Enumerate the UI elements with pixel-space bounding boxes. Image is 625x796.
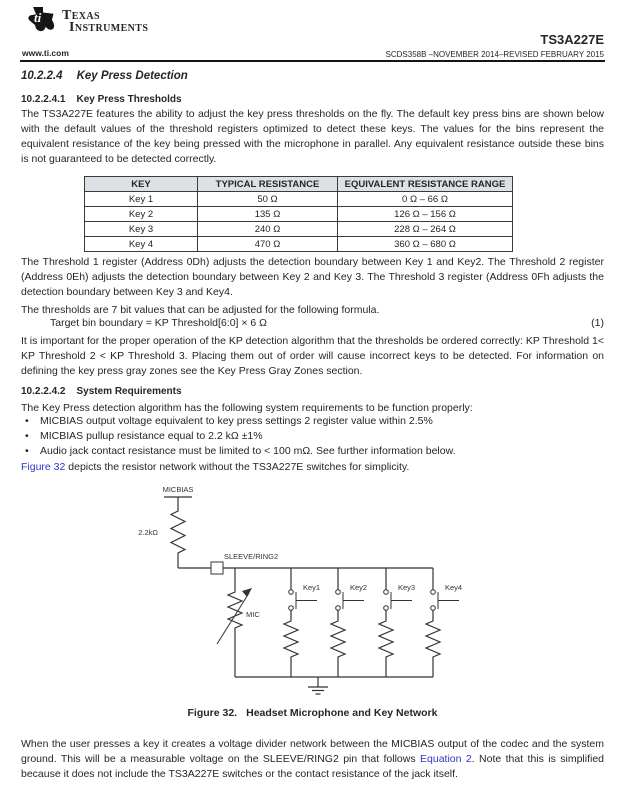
table-header-cell: KEY <box>85 177 198 192</box>
switch-contact <box>289 606 294 611</box>
paragraph-closing <box>21 737 604 782</box>
table-cell: 135 Ω <box>198 207 338 222</box>
ti-monogram: ti <box>34 10 42 25</box>
table-cell: 360 Ω – 680 Ω <box>338 237 513 252</box>
paragraph-thresholds-intro: The TS3A227E features the ability to adjust the key press thresholds on the fly. The default key press bins are shown below with the default values of the threshold registers optimized to detect these keys. The values for the bins represent the equivalent resistance of the key being pressed with the microphone in parallel. Any equivalent resistance outside these bins is not guaranteed to be detected correctly. <box>21 108 604 165</box>
subsection-heading-system-requirements <box>21 386 182 397</box>
ti-wordmark <box>62 10 148 34</box>
key1-label: Key1 <box>303 583 321 592</box>
figure-reference-text: depicts the resistor network without the TS3A227E switches for simplicity. <box>65 461 410 473</box>
closing-text-pre: When the user presses a key it creates a voltage divider network between the MICBIAS output of the codec and the system ground. This will be a measurable voltage on the SLEEVE/RING2 pin that follows <box>21 738 604 765</box>
brand-line2: Instruments <box>69 20 149 35</box>
table-row <box>85 222 513 237</box>
key3-label: Key3 <box>398 583 416 592</box>
key2-resistor <box>331 610 345 677</box>
paragraph-figure-reference <box>21 460 604 475</box>
mic-arrowhead-icon <box>242 588 252 597</box>
figure-caption-title: Headset Microphone and Key Network <box>246 707 438 719</box>
equation-number: (1) <box>591 317 604 329</box>
switch-contact <box>431 590 436 595</box>
pullup-resistor <box>171 497 185 568</box>
list-item <box>25 414 604 429</box>
key1-resistor <box>284 610 298 677</box>
header-rule <box>20 60 605 62</box>
table-row <box>85 207 513 222</box>
ti-website-link[interactable]: www.ti.com <box>22 48 69 58</box>
table-header-cell: TYPICAL RESISTANCE <box>198 177 338 192</box>
switch-contact <box>289 590 294 595</box>
closing-text-post: . Note that this is simplified because it does not include the TS3A227E switches or the contact resistance of the jack itself. <box>21 753 605 780</box>
table-cell: Key 4 <box>85 237 198 252</box>
list-item-text: Audio jack contact resistance must be limited to < 100 mΩ. See further information below. <box>40 445 456 457</box>
table-cell: 228 Ω – 264 Ω <box>338 222 513 237</box>
sleeve-ring2-label: SLEEVE/RING2 <box>224 552 279 561</box>
list-item <box>25 429 604 444</box>
table-cell: 0 Ω – 66 Ω <box>338 192 513 207</box>
key2-label: Key2 <box>350 583 368 592</box>
table-cell: 50 Ω <box>198 192 338 207</box>
table-row <box>85 237 513 252</box>
requirements-list <box>25 414 604 459</box>
paragraph-threshold-registers: The Threshold 1 register (Address 0Dh) adjusts the detection boundary between Key 1 and Key2. The Threshold 2 register (Address 0Eh) adjusts the detection boundary between Key 2 and Key 3. The Threshold 3 register (Address 0Fh adjusts the detection boundary between Key 3 and Key4. <box>21 256 604 298</box>
equation-1 <box>50 317 604 329</box>
section-heading <box>21 70 188 82</box>
subsection-heading-thresholds <box>21 94 182 105</box>
key4-branch <box>426 568 462 677</box>
ti-logo <box>22 6 148 40</box>
subsection-number: 10.2.2.4.1 <box>21 94 66 105</box>
bullet-icon: • <box>25 430 29 442</box>
mic-variable-arrow <box>217 593 249 644</box>
key2-branch <box>331 568 367 677</box>
part-number: TS3A227E <box>540 32 604 47</box>
figure-32-link[interactable]: Figure 32 <box>21 461 66 473</box>
table-cell: Key 2 <box>85 207 198 222</box>
switch-contact <box>431 606 436 611</box>
equation-text: Target bin boundary = KP Threshold[6:0] × 6 Ω <box>50 317 268 329</box>
list-item-text: MICBIAS pullup resistance equal to 2.2 kΩ ±1% <box>40 430 263 442</box>
table-header-row <box>85 177 513 192</box>
key3-resistor <box>379 610 393 677</box>
switch-contact <box>336 606 341 611</box>
equation-2-link[interactable]: Equation 2 <box>420 753 472 765</box>
list-item <box>25 444 604 459</box>
mic-label: MIC <box>246 610 260 619</box>
paragraph-formula-intro: The thresholds are 7 bit values that can be adjusted for the following formula. <box>21 304 380 316</box>
key-threshold-table <box>84 176 513 252</box>
subsection-title: System Requirements <box>76 386 182 397</box>
table-cell: 470 Ω <box>198 237 338 252</box>
bullet-icon: • <box>25 445 29 457</box>
list-item-text: MICBIAS output voltage equivalent to key press settings 2 register value within 2.5% <box>40 415 433 427</box>
micbias-label: MICBIAS <box>162 485 194 494</box>
sleeve-ring2-pin <box>211 562 223 574</box>
document-info: SCDS358B –NOVEMBER 2014–REVISED FEBRUARY 2015 <box>385 50 604 59</box>
switch-contact <box>336 590 341 595</box>
paragraph-threshold-ordering: It is important for the proper operation of the KP detection algorithm that the thresholds be ordered correctly: KP Threshold 1< KP Threshold 2 < KP Threshold 3. Placing them out of order will cause incorrect keys to be detected. For information on defining the key press gray zones see the Key Press Gray Zones section. <box>21 335 604 377</box>
ground-icon <box>308 677 328 694</box>
subsection-number: 10.2.2.4.2 <box>21 386 66 397</box>
figure-caption <box>21 707 604 719</box>
key3-branch <box>379 568 415 677</box>
key1-branch <box>284 568 320 677</box>
table-cell: Key 1 <box>85 192 198 207</box>
section-title: Key Press Detection <box>76 70 188 82</box>
table-header-cell: EQUIVALENT RESISTANCE RANGE <box>338 177 513 192</box>
key4-label: Key4 <box>445 583 463 592</box>
ti-logo-mark <box>22 6 58 40</box>
table-cell: 126 Ω – 156 Ω <box>338 207 513 222</box>
figure-caption-number: Figure 32. <box>187 707 238 719</box>
table-cell: 240 Ω <box>198 222 338 237</box>
section-number: 10.2.2.4 <box>21 70 63 82</box>
headset-key-network-schematic <box>100 484 500 702</box>
pullup-resistor-value: 2.2kΩ <box>138 528 158 537</box>
brand-line1: Texas <box>62 8 101 23</box>
switch-contact <box>384 606 389 611</box>
table-row <box>85 192 513 207</box>
table-cell: Key 3 <box>85 222 198 237</box>
figure-32-schematic <box>100 484 500 702</box>
bullet-icon: • <box>25 415 29 427</box>
paragraph-system-req-intro: The Key Press detection algorithm has the following system requirements to be function properly: <box>21 402 473 414</box>
key4-resistor <box>426 610 440 677</box>
switch-contact <box>384 590 389 595</box>
subsection-title: Key Press Thresholds <box>76 94 182 105</box>
